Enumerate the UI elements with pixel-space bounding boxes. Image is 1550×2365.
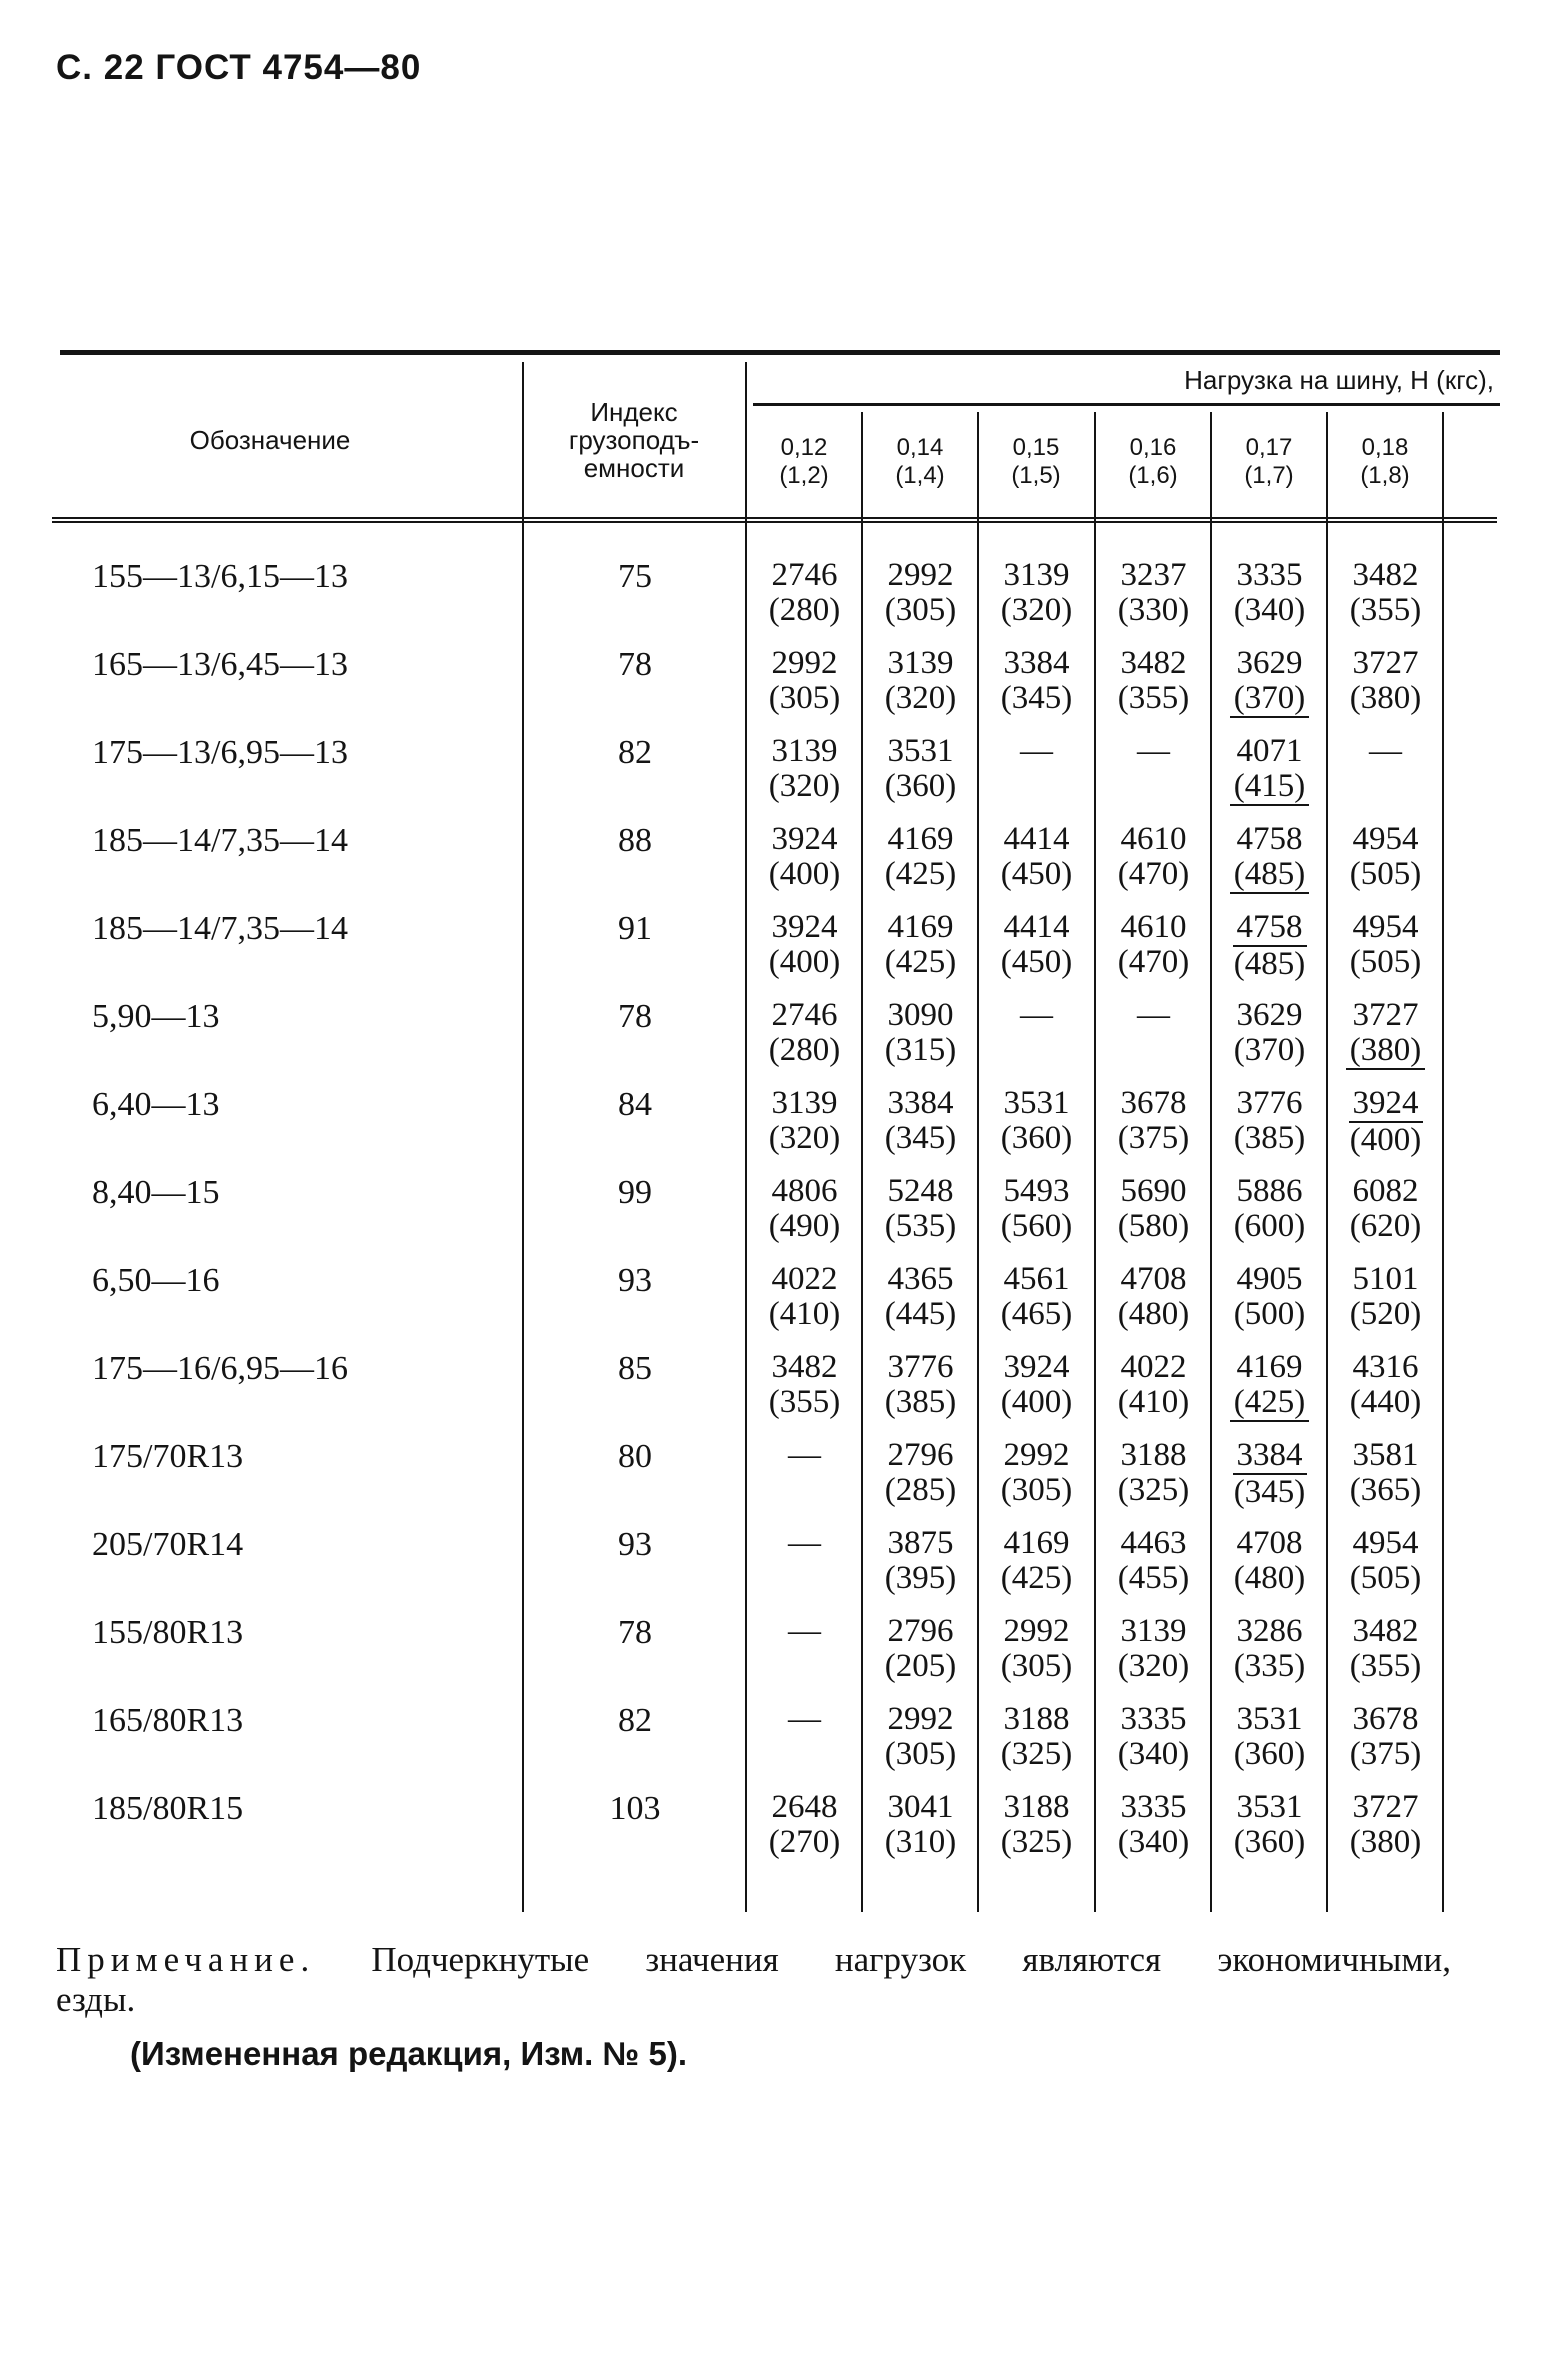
load-value: 2746 (280) bbox=[768, 557, 841, 628]
load-value: 4365 (445) bbox=[884, 1261, 957, 1332]
load-value: — bbox=[1137, 997, 1170, 1033]
load-value: 3286 (335) bbox=[1233, 1613, 1306, 1684]
load-value: 3139 (320) bbox=[768, 733, 841, 804]
table-row bbox=[0, 636, 1550, 724]
table-row bbox=[0, 1692, 1550, 1780]
load-column-header: 0,18 (1,8) bbox=[1360, 434, 1410, 489]
load-value: 3384 (345) bbox=[884, 1085, 957, 1156]
load-value: 3188 (325) bbox=[1000, 1789, 1073, 1860]
load-value: 3041 (310) bbox=[884, 1789, 957, 1860]
load-value: 3776 (385) bbox=[1233, 1085, 1306, 1156]
load-value: 2992 (305) bbox=[884, 557, 957, 628]
table-row bbox=[0, 548, 1550, 636]
load-value: 2796 (205) bbox=[884, 1613, 957, 1684]
table-row bbox=[0, 724, 1550, 812]
load-value: 3776 (385) bbox=[884, 1349, 957, 1420]
load-value: — bbox=[1137, 733, 1170, 769]
load-value: 3482 (355) bbox=[1117, 645, 1190, 716]
load-index: 82 bbox=[618, 1702, 652, 1739]
tire-designation: 205/70R14 bbox=[92, 1526, 244, 1563]
load-value: 2992 (305) bbox=[884, 1701, 957, 1772]
tire-designation: 185—14/7,35—14 bbox=[92, 910, 348, 947]
load-value: 4169 (425) bbox=[884, 909, 957, 980]
load-value: 4708 (480) bbox=[1233, 1525, 1306, 1596]
load-value: 4169 (425) bbox=[1000, 1525, 1073, 1596]
load-value: 5101 (520) bbox=[1349, 1261, 1422, 1332]
load-value: 3727 (380) bbox=[1328, 998, 1443, 1070]
table-row bbox=[0, 1252, 1550, 1340]
load-value: 3139 (320) bbox=[884, 645, 957, 716]
tire-designation: 185—14/7,35—14 bbox=[92, 822, 348, 859]
table-row bbox=[0, 1516, 1550, 1604]
load-value: 4954 (505) bbox=[1349, 909, 1422, 980]
load-value: — bbox=[788, 1701, 821, 1737]
load-value: 2992 (305) bbox=[1000, 1613, 1073, 1684]
load-value: 4022 (410) bbox=[1117, 1349, 1190, 1420]
load-value: 3384 (345) bbox=[1233, 1437, 1306, 1510]
load-header-rule bbox=[753, 403, 1500, 406]
table-row bbox=[0, 988, 1550, 1076]
table-row bbox=[0, 812, 1550, 900]
load-column-header: 0,14 (1,4) bbox=[895, 434, 945, 489]
tire-designation: 175—16/6,95—16 bbox=[92, 1350, 348, 1387]
load-value: 3335 (340) bbox=[1117, 1701, 1190, 1772]
table-row bbox=[0, 1428, 1550, 1516]
table-row bbox=[0, 1164, 1550, 1252]
load-index: 84 bbox=[618, 1086, 652, 1123]
table-row bbox=[0, 1076, 1550, 1164]
load-index: 99 bbox=[618, 1174, 652, 1211]
load-column-header: 0,12 (1,2) bbox=[779, 434, 829, 489]
load-value: 5493 (560) bbox=[1000, 1173, 1073, 1244]
load-value: 4071 (415) bbox=[1212, 734, 1327, 806]
load-value: 3678 (375) bbox=[1349, 1701, 1422, 1772]
tire-designation: 165—13/6,45—13 bbox=[92, 646, 348, 683]
load-value: 3678 (375) bbox=[1117, 1085, 1190, 1156]
load-column-header: 0,16 (1,6) bbox=[1128, 434, 1178, 489]
load-value: 4022 (410) bbox=[768, 1261, 841, 1332]
tire-designation: 5,90—13 bbox=[92, 998, 220, 1035]
amendment-note: (Измененная редакция, Изм. № 5). bbox=[130, 2035, 687, 2072]
load-value: — bbox=[1020, 997, 1053, 1033]
load-value: 2648 (270) bbox=[768, 1789, 841, 1860]
col-load-header: Нагрузка на шину, Н (кгс), bbox=[1184, 365, 1494, 395]
tire-designation: 8,40—15 bbox=[92, 1174, 220, 1211]
load-value: 5886 (600) bbox=[1233, 1173, 1306, 1244]
load-value: 5690 (580) bbox=[1117, 1173, 1190, 1244]
load-value: 4169 (425) bbox=[1212, 1350, 1327, 1422]
load-value: 4954 (505) bbox=[1349, 821, 1422, 892]
note: Примечание. Подчеркнутые значения нагрузок являются экономичными, езды. bbox=[56, 1940, 1451, 2019]
load-value: 3237 (330) bbox=[1117, 557, 1190, 628]
load-value: 4610 (470) bbox=[1117, 909, 1190, 980]
header-bottom-rule bbox=[52, 517, 1497, 523]
load-value: 3139 (320) bbox=[768, 1085, 841, 1156]
load-value: 3090 (315) bbox=[884, 997, 957, 1068]
load-value: 2796 (285) bbox=[884, 1437, 957, 1508]
load-index: 85 bbox=[618, 1350, 652, 1387]
load-value: 4316 (440) bbox=[1349, 1349, 1422, 1420]
load-value: 4806 (490) bbox=[768, 1173, 841, 1244]
load-value: — bbox=[1369, 733, 1402, 769]
load-value: 3384 (345) bbox=[1000, 645, 1073, 716]
load-value: 3727 (380) bbox=[1349, 645, 1422, 716]
load-value: 3875 (395) bbox=[884, 1525, 957, 1596]
load-column-header: 0,17 (1,7) bbox=[1244, 434, 1294, 489]
load-value: 3335 (340) bbox=[1117, 1789, 1190, 1860]
load-column-header: 0,15 (1,5) bbox=[1011, 434, 1061, 489]
load-value: 3924 (400) bbox=[768, 821, 841, 892]
load-value: 3924 (400) bbox=[1349, 1085, 1422, 1158]
load-index: 82 bbox=[618, 734, 652, 771]
load-index: 78 bbox=[618, 1614, 652, 1651]
load-index: 78 bbox=[618, 646, 652, 683]
load-index: 78 bbox=[618, 998, 652, 1035]
tire-designation: 155—13/6,15—13 bbox=[92, 558, 348, 595]
tire-designation: 175—13/6,95—13 bbox=[92, 734, 348, 771]
load-value: 3482 (355) bbox=[768, 1349, 841, 1420]
table-row bbox=[0, 1604, 1550, 1692]
col-index-header: Индекс грузоподъ- емности bbox=[568, 397, 700, 483]
load-value: 3139 (320) bbox=[1000, 557, 1073, 628]
load-value: 3188 (325) bbox=[1117, 1437, 1190, 1508]
note-line2: езды. bbox=[56, 1980, 136, 2019]
load-value: 3188 (325) bbox=[1000, 1701, 1073, 1772]
load-value: 4758 (485) bbox=[1233, 909, 1306, 982]
load-value: 4414 (450) bbox=[1000, 909, 1073, 980]
load-value: 5248 (535) bbox=[884, 1173, 957, 1244]
load-value: 3531 (360) bbox=[1233, 1789, 1306, 1860]
load-value: 3531 (360) bbox=[1000, 1085, 1073, 1156]
load-index: 75 bbox=[618, 558, 652, 595]
load-value: 3581 (365) bbox=[1349, 1437, 1422, 1508]
load-value: 3629 (370) bbox=[1233, 997, 1306, 1068]
load-value: 2992 (305) bbox=[768, 645, 841, 716]
tire-designation: 165/80R13 bbox=[92, 1702, 244, 1739]
load-value: — bbox=[788, 1437, 821, 1473]
load-index: 80 bbox=[618, 1438, 652, 1475]
load-value: 3924 (400) bbox=[768, 909, 841, 980]
load-value: 3531 (360) bbox=[884, 733, 957, 804]
load-value: 4414 (450) bbox=[1000, 821, 1073, 892]
load-value: 6082 (620) bbox=[1349, 1173, 1422, 1244]
tire-designation: 185/80R15 bbox=[92, 1790, 244, 1827]
load-value: 4561 (465) bbox=[1000, 1261, 1073, 1332]
table-row bbox=[0, 1780, 1550, 1868]
load-value: 4610 (470) bbox=[1117, 821, 1190, 892]
load-value: 4463 (455) bbox=[1117, 1525, 1190, 1596]
tire-designation: 6,40—13 bbox=[92, 1086, 220, 1123]
load-value: 3482 (355) bbox=[1349, 557, 1422, 628]
load-value: 3531 (360) bbox=[1233, 1701, 1306, 1772]
table-top-rule bbox=[60, 350, 1500, 355]
table-row bbox=[0, 900, 1550, 988]
load-index: 103 bbox=[609, 1790, 661, 1827]
load-index: 88 bbox=[618, 822, 652, 859]
load-value: — bbox=[788, 1613, 821, 1649]
load-value: 3727 (380) bbox=[1349, 1789, 1422, 1860]
table-row bbox=[0, 1340, 1550, 1428]
load-value: 4758 (485) bbox=[1212, 822, 1327, 894]
load-index: 93 bbox=[618, 1526, 652, 1563]
note-label: Примечание. bbox=[56, 1940, 316, 1979]
load-index: 93 bbox=[618, 1262, 652, 1299]
load-value: 4905 (500) bbox=[1233, 1261, 1306, 1332]
page-header: С. 22 ГОСТ 4754—80 bbox=[56, 48, 422, 87]
load-index: 91 bbox=[618, 910, 652, 947]
load-value: 3629 (370) bbox=[1212, 646, 1327, 718]
load-value: 2992 (305) bbox=[1000, 1437, 1073, 1508]
load-value: 4708 (480) bbox=[1117, 1261, 1190, 1332]
tire-designation: 175/70R13 bbox=[92, 1438, 244, 1475]
tire-designation: 6,50—16 bbox=[92, 1262, 220, 1299]
load-value: 3924 (400) bbox=[1000, 1349, 1073, 1420]
load-value: 2746 (280) bbox=[768, 997, 841, 1068]
load-value: 4169 (425) bbox=[884, 821, 957, 892]
load-value: 3139 (320) bbox=[1117, 1613, 1190, 1684]
load-value: 3335 (340) bbox=[1233, 557, 1306, 628]
tire-designation: 155/80R13 bbox=[92, 1614, 244, 1651]
load-value: — bbox=[788, 1525, 821, 1561]
load-value: — bbox=[1020, 733, 1053, 769]
load-value: 4954 (505) bbox=[1349, 1525, 1422, 1596]
col-designation-header: Обозначение bbox=[189, 425, 351, 455]
load-value: 3482 (355) bbox=[1349, 1613, 1422, 1684]
